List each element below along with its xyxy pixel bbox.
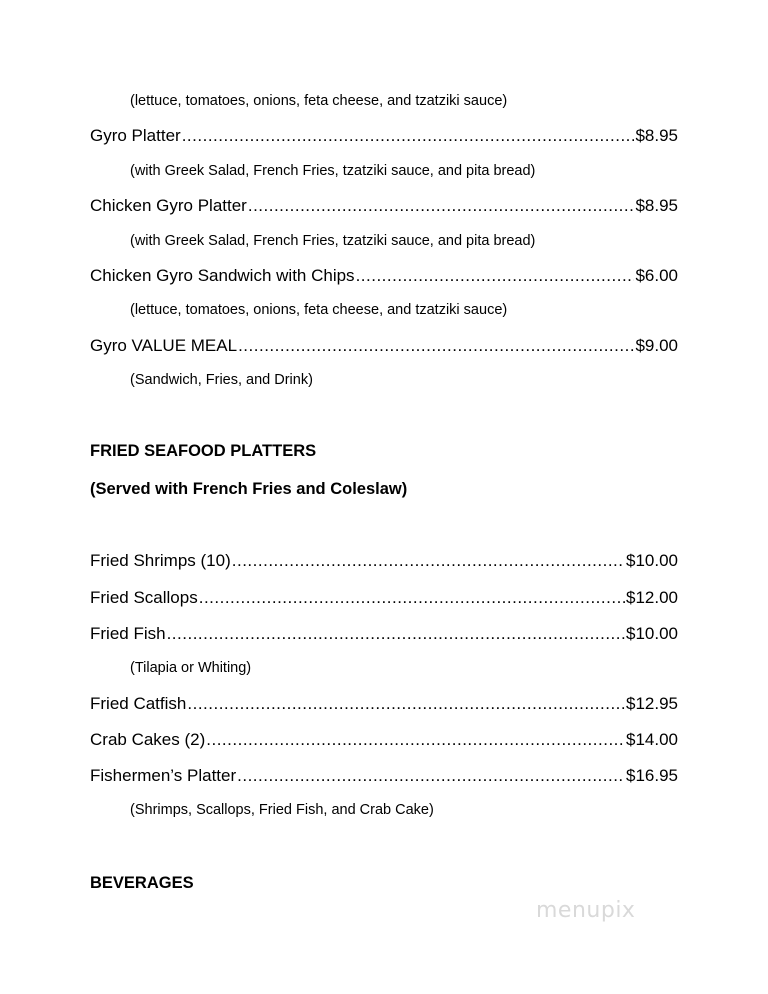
item-name: Gyro VALUE MEAL bbox=[90, 336, 238, 355]
dot-leader bbox=[182, 125, 635, 147]
item-note: (Tilapia or Whiting) bbox=[130, 660, 252, 676]
dot-leader bbox=[237, 765, 625, 787]
item-note: (Sandwich, Fries, and Drink) bbox=[130, 372, 313, 388]
item-name: Fried Shrimps (10) bbox=[90, 551, 231, 570]
item-price: $12.95 bbox=[626, 694, 678, 713]
item-price: $14.00 bbox=[626, 730, 678, 749]
item-note: (lettuce, tomatoes, onions, feta cheese, and tzatziki sauce) bbox=[130, 302, 508, 318]
menu-item-fried-catfish bbox=[90, 693, 678, 715]
item-note: (with Greek Salad, French Fries, tzatziki sauce, and pita bread) bbox=[130, 233, 536, 249]
item-note: (with Greek Salad, French Fries, tzatziki sauce, and pita bread) bbox=[130, 163, 536, 179]
item-name: Chicken Gyro Platter bbox=[90, 196, 247, 215]
dot-leader bbox=[232, 550, 625, 572]
item-name: Crab Cakes (2) bbox=[90, 730, 206, 749]
item-name: Chicken Gyro Sandwich with Chips bbox=[90, 266, 355, 285]
item-price: $10.00 bbox=[626, 551, 678, 570]
dot-leader bbox=[238, 335, 634, 357]
dot-leader bbox=[248, 195, 635, 217]
menu-item-fishermens-platter bbox=[90, 765, 678, 787]
item-note: (Shrimps, Scallops, Fried Fish, and Crab Cake) bbox=[130, 802, 434, 818]
menu-item-chicken-gyro-platter bbox=[90, 195, 678, 217]
item-price: $12.00 bbox=[626, 588, 678, 607]
item-price: $8.95 bbox=[635, 126, 678, 145]
menu-item-gyro-value-meal bbox=[90, 335, 678, 357]
section-heading-seafood: FRIED SEAFOOD PLATTERS bbox=[90, 442, 317, 460]
item-price: $16.95 bbox=[626, 766, 678, 785]
section-subheading-seafood: (Served with French Fries and Coleslaw) bbox=[90, 480, 408, 498]
menu-item-crab-cakes bbox=[90, 729, 678, 751]
section-heading-beverages: BEVERAGES bbox=[90, 874, 194, 892]
menu-item-gyro-platter bbox=[90, 125, 678, 147]
menu-item-fried-shrimps bbox=[90, 550, 678, 572]
menu-item-chicken-gyro-sandwich bbox=[90, 265, 678, 287]
item-price: $10.00 bbox=[626, 624, 678, 643]
item-name: Fried Scallops bbox=[90, 588, 198, 607]
menu-item-fried-scallops bbox=[90, 587, 678, 609]
dot-leader bbox=[187, 693, 625, 715]
item-note: (lettuce, tomatoes, onions, feta cheese, and tzatziki sauce) bbox=[130, 93, 508, 109]
menupix-watermark: menupix bbox=[536, 898, 636, 923]
item-price: $6.00 bbox=[635, 266, 678, 285]
item-name: Fried Fish bbox=[90, 624, 166, 643]
item-price: $8.95 bbox=[635, 196, 678, 215]
menu-item-fried-fish bbox=[90, 623, 678, 645]
item-name: Gyro Platter bbox=[90, 126, 181, 145]
dot-leader bbox=[206, 729, 625, 751]
dot-leader bbox=[199, 587, 625, 609]
dot-leader bbox=[167, 623, 625, 645]
dot-leader bbox=[356, 265, 635, 287]
item-price: $9.00 bbox=[635, 336, 678, 355]
item-name: Fishermen’s Platter bbox=[90, 766, 237, 785]
item-name: Fried Catfish bbox=[90, 694, 187, 713]
